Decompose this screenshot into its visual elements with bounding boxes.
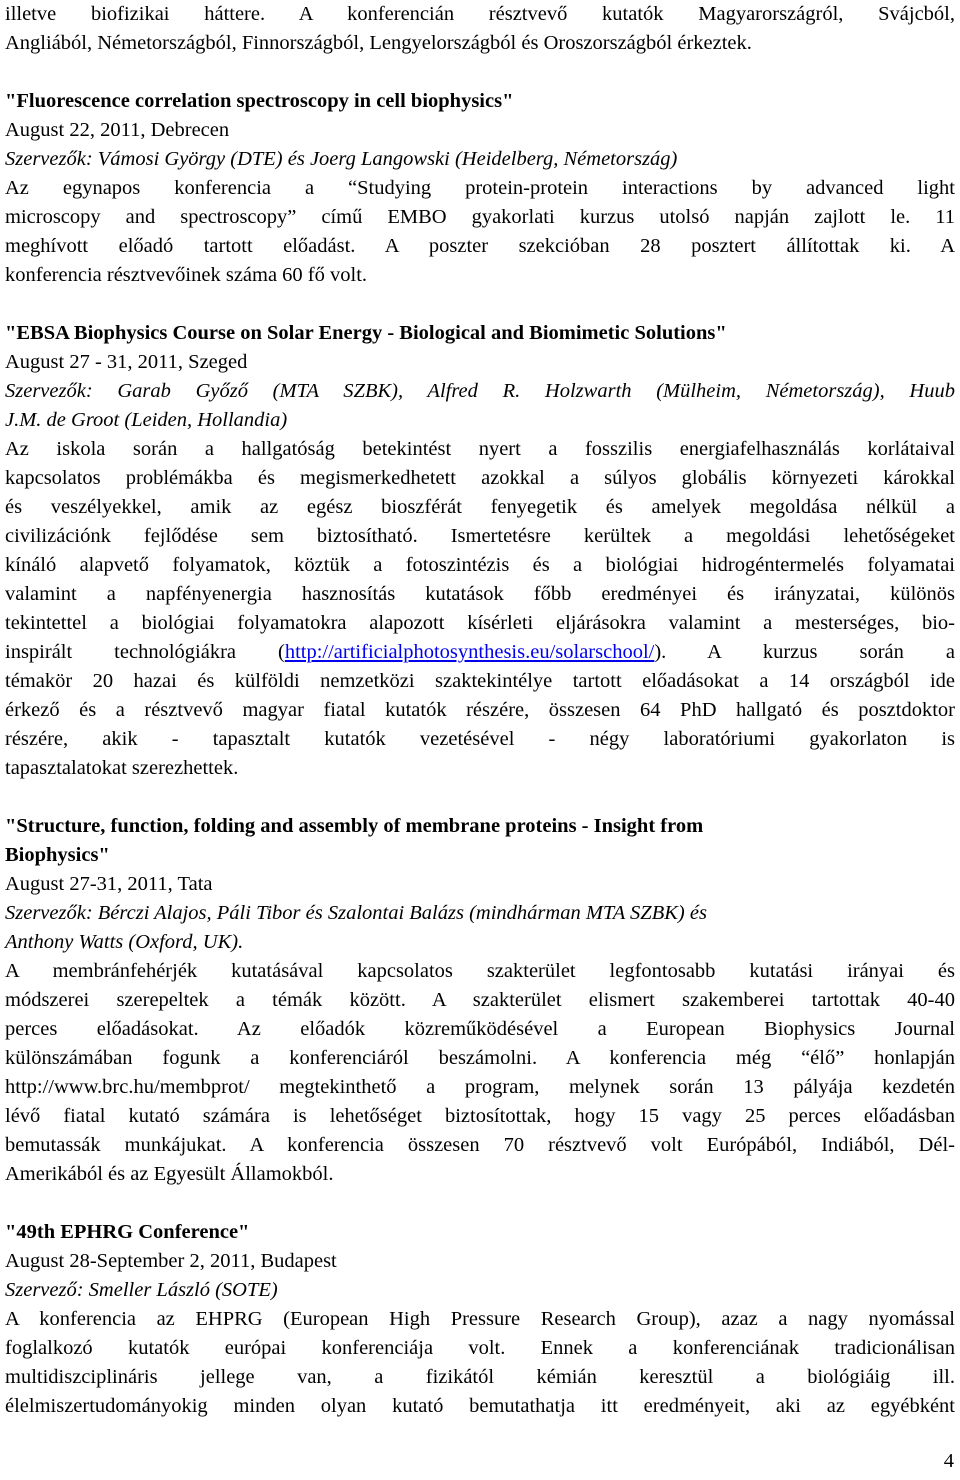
section-4-body-line: multidiszciplináris jellege van, a fizikától kémián keresztül a biológiáig ill.	[5, 1366, 955, 1388]
section-1-body-line: meghívott előadó tartott előadást. A poszter szekcióban 28 posztert állítottak ki. A	[5, 235, 955, 257]
section-2-body-line: érkező és a résztvevő magyar fiatal kutatók részére, összesen 64 PhD hallgató és posztdoktor	[5, 699, 955, 721]
section-2-body-line: tekintettel a biológiai folyamatokra alapozott kísérleti eljárásokra valamint a mesterséges, bio-	[5, 612, 955, 634]
link-line-before: inspirált technológiákra (	[5, 641, 285, 663]
section-1-body-line: konferencia résztvevőinek száma 60 fő volt.	[5, 264, 368, 286]
section-3-title-line: Biophysics"	[5, 844, 110, 866]
section-1-body-line: microscopy and spectroscopy” című EMBO gyakorlati kurzus utolsó napján zajlott le. 11	[5, 206, 955, 228]
section-3-body-last: Amerikából és az Egyesült Államokból.	[5, 1163, 334, 1185]
section-2-body-last: tapasztalatokat szerezhettek.	[5, 757, 239, 779]
section-1-date: August 22, 2011, Debrecen	[5, 119, 230, 141]
section-3-organizers-line: Szervezők: Bérczi Alajos, Páli Tibor és Szalontai Balázs (mindhárman MTA SZBK) és	[5, 902, 707, 924]
section-4-body-line: A konferencia az EHPRG (European High Pressure Research Group), azaz a nagy nyomással	[5, 1308, 955, 1330]
section-3-body-line: A membránfehérjék kutatásával kapcsolatos szakterület legfontosabb kutatási irányai és	[5, 960, 955, 982]
section-2-body-line: kapcsolatos problémákba és megismerkedhetett azokkal a súlyos globális környezeti károkkal	[5, 467, 955, 489]
page-number: 4	[943, 1450, 954, 1472]
section-3-body-line: http://www.brc.hu/membprot/ megtekinthető a program, melynek során 13 pályája kezdetén	[5, 1076, 955, 1098]
section-2-body-line: témakör 20 hazai és külföldi nemzetközi szaktekintélye tartott előadásokat a 14 országból ide	[5, 670, 955, 692]
section-3-body-line: különszámában fogunk a konferenciáról beszámolni. A konferencia még “élő” honlapján	[5, 1047, 955, 1069]
section-3-body-line: perces előadásokat. Az előadók közreműködésével a European Biophysics Journal	[5, 1018, 955, 1040]
section-4-organizers: Szervező: Smeller László (SOTE)	[5, 1279, 278, 1301]
section-2-body-line: valamint a napfényenergia hasznosítás kutatások főbb eredményei és irányzatai, különös	[5, 583, 955, 605]
section-2-body-line: civilizációnk fejlődése sem biztosítható. Ismertetésre kerültek a megoldási lehetőségeket	[5, 525, 955, 547]
section-4-title: "49th EPHRG Conference"	[5, 1221, 250, 1243]
section-1-organizers: Szervezők: Vámosi György (DTE) és Joerg Langowski (Heidelberg, Németország)	[5, 148, 678, 170]
section-3-title-line: "Structure, function, folding and assembly of membrane proteins - Insight from	[5, 815, 704, 837]
section-2-date: August 27 - 31, 2011, Szeged	[5, 351, 248, 373]
section-2-body-line: Az iskola során a hallgatóság betekintést nyert a fosszilis energiafelhasználás korlátaival	[5, 438, 955, 460]
section-2-link-line	[5, 638, 955, 667]
section-2-title: "EBSA Biophysics Course on Solar Energy - Biological and Biomimetic Solutions"	[5, 322, 727, 344]
section-3-body-line: lévő fiatal kutató számára is lehetőséget biztosítottak, hogy 15 vagy 25 perces előadásban	[5, 1105, 955, 1127]
section-3-body-line: bemutassák munkájukat. A konferencia összesen 70 résztvevő volt Európából, Indiából, Dél-	[5, 1134, 955, 1156]
section-2-body-line: kínáló alapvető folyamatok, köztük a fotoszintézis és a biológiai hidrogéntermelés folyamatai	[5, 554, 955, 576]
section-3-date: August 27-31, 2011, Tata	[5, 873, 213, 895]
link-line-after: ). A kurzus során a	[654, 641, 955, 663]
section-4-body-line: foglalkozó kutatók európai konferenciája volt. Ennek a konferenciának tradicionálisan	[5, 1337, 955, 1359]
intro-line-1: illetve biofizikai háttere. A konferencián résztvevő kutatók Magyarországról, Svájcból,	[5, 3, 955, 25]
section-1-title: "Fluorescence correlation spectroscopy in cell biophysics"	[5, 90, 514, 112]
document-page	[5, 0, 955, 1421]
intro-line-2: Angliából, Németországból, Finnországból, Lengyelországból és Oroszországból érkeztek.	[5, 32, 752, 54]
section-2-organizers-line: Szervezők: Garab Győző (MTA SZBK), Alfred R. Holzwarth (Mülheim, Németország), Huub	[5, 380, 955, 402]
section-2-body-line: részére, akik - tapasztalt kutatók vezetésével - négy laboratóriumi gyakorlaton is	[5, 728, 955, 750]
section-2-body-line: és veszélyekkel, amik az egész bioszférát fenyegetik és amelyek megoldása nélkül a	[5, 496, 955, 518]
section-1-body-line: Az egynapos konferencia a “Studying protein-protein interactions by advanced light	[5, 177, 955, 199]
section-4-body-line: élelmiszertudományokig minden olyan kutató bemutathatja itt eredményeit, aki az egyébként	[5, 1395, 955, 1417]
section-3-organizers-line: Anthony Watts (Oxford, UK).	[5, 931, 244, 953]
section-3-body-line: módszerei szerepeltek a témák között. A szakterület elismert szakemberei tartottak 40-40	[5, 989, 955, 1011]
section-2-organizers-line: J.M. de Groot (Leiden, Hollandia)	[5, 409, 288, 431]
section-4-date: August 28-September 2, 2011, Budapest	[5, 1250, 337, 1272]
solarschool-link[interactable]: http://artificialphotosynthesis.eu/solarschool/	[284, 641, 655, 663]
